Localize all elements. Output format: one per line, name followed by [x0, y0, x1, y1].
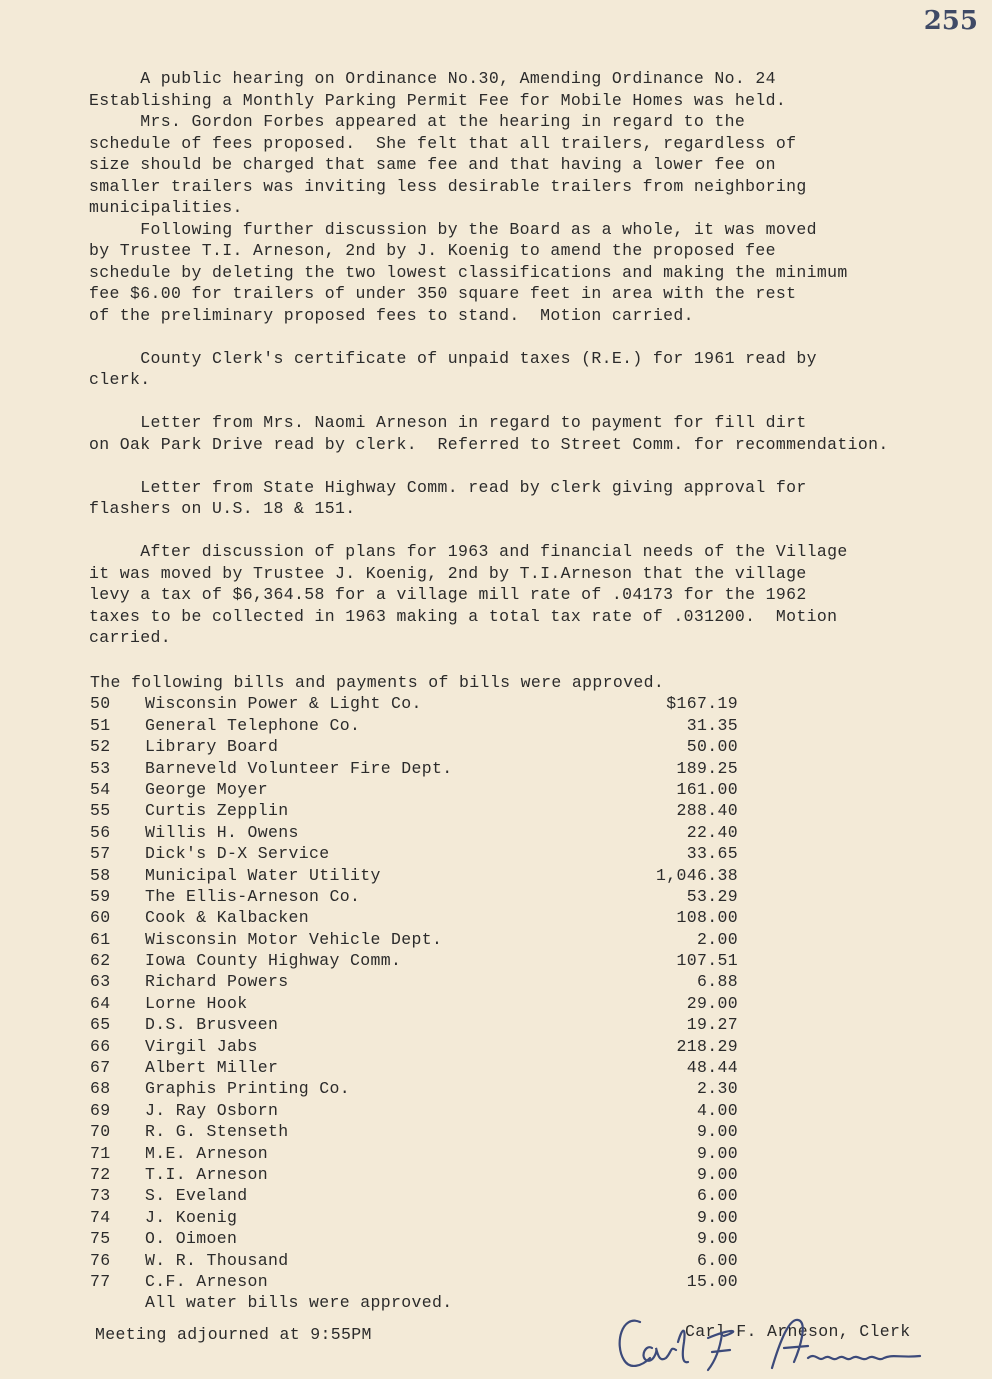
bill-number: 77 — [90, 1271, 111, 1291]
bill-payee: Cook & Kalbacken — [145, 908, 310, 928]
paragraph-line: by Trustee T.I. Arneson, 2nd by J. Koenig to amend the proposed fee — [89, 241, 776, 260]
bill-row — [90, 1100, 850, 1121]
paragraph-line: size should be charged that same fee and that having a lower fee on — [89, 155, 776, 174]
bill-number: 68 — [90, 1079, 111, 1099]
bill-row — [90, 1014, 850, 1035]
bill-amount: 9.00 — [696, 1207, 738, 1227]
bill-number: 73 — [90, 1186, 111, 1206]
bill-payee: The Ellis-Arneson Co. — [145, 886, 361, 906]
bill-amount: 53.29 — [686, 886, 738, 906]
bill-number: 63 — [90, 972, 111, 992]
bill-row — [90, 1228, 850, 1249]
bill-number: 58 — [90, 865, 111, 885]
minutes-body — [89, 68, 929, 649]
paragraph-line: A public hearing on Ordinance No.30, Amending Ordinance No. 24 — [89, 69, 776, 88]
paragraph-line: schedule by deleting the two lowest classifications and making the minimum — [89, 262, 848, 282]
paragraph-line: on Oak Park Drive read by clerk. Referred to Street Comm. for recommendation. — [89, 434, 889, 454]
paragraph-line: taxes to be collected in 1963 making a total tax rate of .031200. Motion — [89, 606, 838, 626]
bills-intro — [90, 672, 850, 693]
bill-payee: R. G. Stenseth — [145, 1122, 289, 1142]
bill-number: 70 — [90, 1122, 111, 1142]
paragraph-line: flashers on U.S. 18 & 151. — [89, 499, 356, 518]
bill-payee: Willis H. Owens — [145, 822, 299, 842]
bill-amount: 6.00 — [696, 1250, 738, 1270]
paragraph-line: schedule of fees proposed. She felt that all trailers, regardless of — [89, 133, 797, 153]
paragraph-line: County Clerk's certificate of unpaid taxes (R.E.) for 1961 read by — [89, 348, 817, 368]
bill-row — [90, 1078, 850, 1099]
bill-payee: General Telephone Co. — [145, 715, 361, 735]
paragraph-gap — [89, 326, 929, 348]
bill-amount: $167.19 — [666, 694, 738, 714]
bill-amount: 31.35 — [686, 715, 738, 735]
bill-amount: 48.44 — [686, 1058, 738, 1078]
bill-amount: 2.00 — [696, 929, 738, 949]
bill-amount: 15.00 — [686, 1271, 738, 1291]
bill-payee: Albert Miller — [145, 1058, 279, 1078]
bills-list — [90, 693, 850, 1292]
bill-row — [90, 1121, 850, 1142]
bill-number: 55 — [90, 801, 111, 821]
bill-amount: 4.00 — [696, 1100, 738, 1120]
paragraph-line: Letter from Mrs. Naomi Arneson in regard to payment for fill dirt — [89, 413, 807, 432]
paragraph-line: levy a tax of $6,364.58 for a village mill rate of .04173 for the 1962 — [89, 585, 807, 604]
bill-amount: 218.29 — [676, 1036, 738, 1056]
bill-number: 64 — [90, 993, 111, 1013]
bill-payee: C.F. Arneson — [145, 1271, 269, 1291]
bill-row — [90, 1143, 850, 1164]
bill-number: 50 — [90, 694, 111, 714]
bill-payee: O. Oimoen — [145, 1229, 238, 1249]
bill-payee: Richard Powers — [145, 972, 289, 992]
clerk-signature — [612, 1308, 932, 1374]
bill-payee: Curtis Zepplin — [145, 801, 289, 821]
bill-number: 51 — [90, 715, 111, 735]
bill-number: 66 — [90, 1036, 111, 1056]
bill-number: 52 — [90, 737, 111, 757]
bill-payee: W. R. Thousand — [145, 1250, 289, 1270]
paragraph-line: clerk. — [89, 370, 151, 389]
bills-section — [90, 672, 850, 1314]
bill-amount: 189.25 — [676, 758, 738, 778]
bill-number: 62 — [90, 951, 111, 971]
bill-number: 67 — [90, 1058, 111, 1078]
bill-number: 72 — [90, 1164, 111, 1184]
water-bills-note: All water bills were approved. — [145, 1293, 453, 1313]
bill-number: 59 — [90, 886, 111, 906]
bill-number: 53 — [90, 758, 111, 778]
paragraph-line: Following further discussion by the Board as a whole, it was moved — [89, 219, 817, 239]
bill-amount: 9.00 — [696, 1164, 738, 1184]
bill-row — [90, 886, 850, 907]
paragraph-line: carried. — [89, 628, 172, 647]
bill-payee: Library Board — [145, 737, 279, 757]
bill-amount: 19.27 — [686, 1015, 738, 1035]
bill-row — [90, 907, 850, 928]
bill-row — [90, 715, 850, 736]
bill-payee: Municipal Water Utility — [145, 865, 381, 885]
bill-amount: 108.00 — [676, 908, 738, 928]
bill-amount: 6.00 — [696, 1186, 738, 1206]
bill-row — [90, 1185, 850, 1206]
paragraph-line: Mrs. Gordon Forbes appeared at the hearing in regard to the — [89, 112, 746, 131]
bill-number: 61 — [90, 929, 111, 949]
paragraph-gap — [89, 455, 929, 477]
bill-row — [90, 1036, 850, 1057]
bill-row — [90, 1057, 850, 1078]
bill-amount: 161.00 — [676, 779, 738, 799]
paragraph-line: smaller trailers was inviting less desirable trailers from neighboring — [89, 176, 807, 196]
bill-payee: George Moyer — [145, 779, 269, 799]
bill-row — [90, 993, 850, 1014]
bill-row — [90, 865, 850, 886]
bill-row — [90, 1250, 850, 1271]
bill-payee: Wisconsin Power & Light Co. — [145, 694, 422, 714]
paragraph-line: After discussion of plans for 1963 and financial needs of the Village — [89, 542, 848, 561]
paragraph-line: Letter from State Highway Comm. read by clerk giving approval for — [89, 477, 807, 497]
bill-amount: 9.00 — [696, 1229, 738, 1249]
bill-payee: T.I. Arneson — [145, 1164, 269, 1184]
paragraph-line: fee $6.00 for trailers of under 350 square feet in area with the rest — [89, 284, 797, 303]
bill-row — [90, 1164, 850, 1185]
bill-payee: M.E. Arneson — [145, 1143, 269, 1163]
paragraph-line: of the preliminary proposed fees to stand. Motion carried. — [89, 305, 694, 325]
bill-payee: Virgil Jabs — [145, 1036, 258, 1056]
bill-number: 71 — [90, 1143, 111, 1163]
bill-amount: 50.00 — [686, 737, 738, 757]
clerk-line: Carl F. Arneson, Clerk — [685, 1322, 911, 1341]
bill-number: 74 — [90, 1207, 111, 1227]
adjourned-text: Meeting adjourned at 9:55PM — [95, 1325, 372, 1344]
bill-amount: 33.65 — [686, 844, 738, 864]
bill-row — [90, 779, 850, 800]
bill-amount: 29.00 — [686, 993, 738, 1013]
bill-row — [90, 736, 850, 757]
bill-payee: Wisconsin Motor Vehicle Dept. — [145, 929, 443, 949]
bill-row — [90, 843, 850, 864]
bill-number: 69 — [90, 1100, 111, 1120]
bill-payee: J. Ray Osborn — [145, 1100, 279, 1120]
bill-amount: 9.00 — [696, 1143, 738, 1163]
bill-amount: 288.40 — [676, 801, 738, 821]
bill-payee: Barneveld Volunteer Fire Dept. — [145, 758, 453, 778]
paragraph-gap — [89, 391, 929, 413]
paragraph-gap — [89, 520, 929, 542]
bills-intro-text: The following bills and payments of bills were approved. — [90, 673, 665, 692]
bill-row — [90, 822, 850, 843]
bill-row — [90, 950, 850, 971]
page-number: 255 — [923, 6, 978, 36]
bill-payee: Lorne Hook — [145, 993, 248, 1013]
paragraph-line: municipalities. — [89, 198, 243, 217]
bill-number: 76 — [90, 1250, 111, 1270]
bill-row — [90, 693, 850, 714]
bill-number: 65 — [90, 1015, 111, 1035]
bill-amount: 1,046.38 — [655, 865, 738, 885]
bill-amount: 6.88 — [696, 972, 738, 992]
bill-amount: 107.51 — [676, 951, 738, 971]
paragraph-line: it was moved by Trustee J. Koenig, 2nd by T.I.Arneson that the village — [89, 563, 807, 583]
bill-payee: Dick's D-X Service — [145, 844, 330, 864]
bill-amount: 2.30 — [696, 1079, 738, 1099]
bill-number: 75 — [90, 1229, 111, 1249]
bill-row — [90, 1207, 850, 1228]
bill-number: 54 — [90, 779, 111, 799]
bill-payee: J. Koenig — [145, 1207, 238, 1227]
bill-number: 56 — [90, 822, 111, 842]
bill-number: 60 — [90, 908, 111, 928]
paragraph-line: Establishing a Monthly Parking Permit Fee for Mobile Homes was held. — [89, 90, 787, 110]
bill-payee: D.S. Brusveen — [145, 1015, 279, 1035]
bill-row — [90, 971, 850, 992]
bill-payee: S. Eveland — [145, 1186, 248, 1206]
bill-row — [90, 929, 850, 950]
bill-row — [90, 758, 850, 779]
bill-amount: 22.40 — [686, 822, 738, 842]
bill-payee: Iowa County Highway Comm. — [145, 951, 402, 971]
bill-row — [90, 1271, 850, 1292]
bill-row — [90, 800, 850, 821]
bill-number: 57 — [90, 844, 111, 864]
bill-payee: Graphis Printing Co. — [145, 1079, 351, 1099]
bill-amount: 9.00 — [696, 1122, 738, 1142]
